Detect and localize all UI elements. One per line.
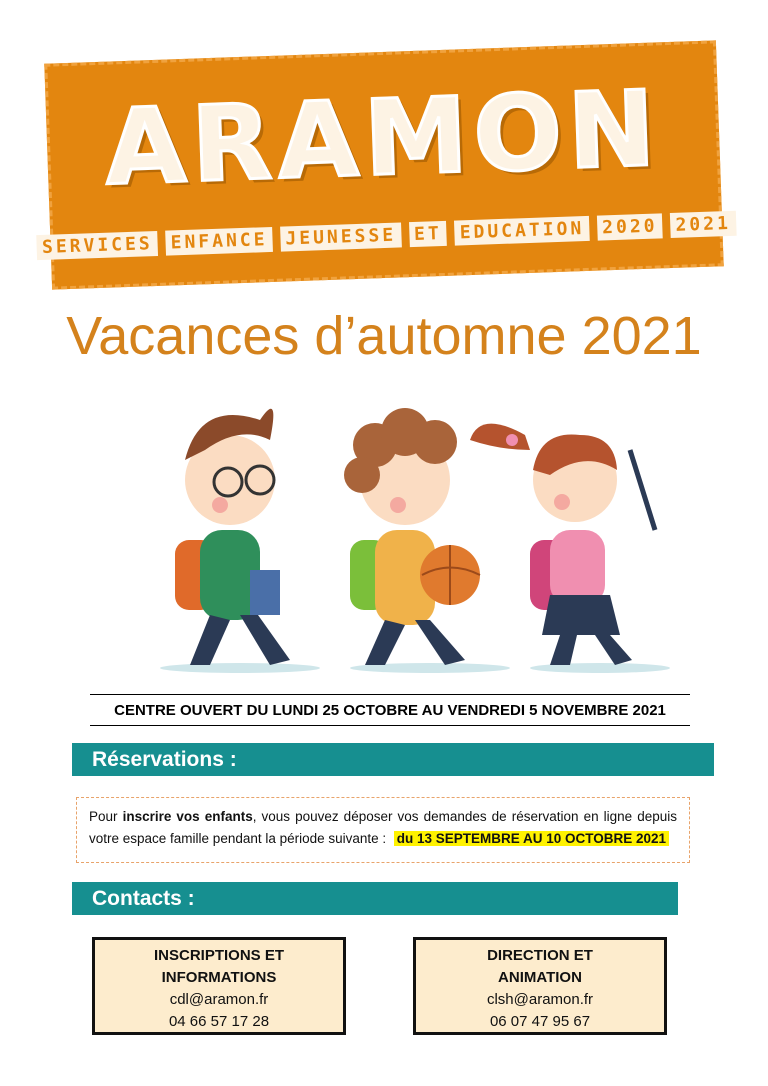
contact-title-line2: ANIMATION xyxy=(498,969,582,986)
contact-card-direction xyxy=(413,937,667,1035)
banner-word: JEUNESSE xyxy=(280,222,402,251)
banner-word: 2021 xyxy=(670,211,736,238)
kid-with-glasses xyxy=(175,409,290,665)
contacts-heading: Contacts : xyxy=(72,882,678,915)
header-banner xyxy=(41,40,732,289)
banner-title: ARAMON xyxy=(103,67,664,209)
opening-dates: CENTRE OUVERT DU LUNDI 25 OCTOBRE AU VENDREDI 5 NOVEMBRE 2021 xyxy=(90,694,690,726)
kid-with-brush xyxy=(470,424,655,665)
kid-with-ball xyxy=(344,408,480,665)
contact-email[interactable]: clsh@aramon.fr xyxy=(486,991,594,1008)
resa-text-bold: inscrire vos enfants xyxy=(122,809,253,824)
reservation-period: du 13 SEPTEMBRE AU 10 OCTOBRE 2021 xyxy=(394,831,669,846)
contact-title-line1: DIRECTION ET xyxy=(487,947,593,964)
resa-text-pre: Pour xyxy=(89,809,123,824)
contact-email[interactable]: cdl@aramon.fr xyxy=(169,991,269,1008)
contact-card-inscriptions xyxy=(92,937,346,1035)
contact-title-line1: INSCRIPTIONS ET xyxy=(153,947,284,964)
banner-subtitle xyxy=(41,212,732,259)
contact-title-line2: INFORMATIONS xyxy=(161,969,277,986)
page-title: Vacances d’automne 2021 xyxy=(66,306,702,366)
reservations-heading: Réservations : xyxy=(72,743,714,776)
banner-word: SERVICES xyxy=(37,231,159,260)
reservations-info xyxy=(76,797,690,863)
banner-word: ENFANCE xyxy=(165,227,273,256)
resa-text-post: , vous pouvez déposer vos demandes de réservation en ligne depuis votre espace famille pendant la période suivante : xyxy=(89,809,677,846)
children-walking-illustration xyxy=(130,380,690,680)
contact-phone[interactable]: 04 66 57 17 28 xyxy=(168,1013,270,1030)
banner-word: EDUCATION xyxy=(454,216,589,246)
banner-word: ET xyxy=(409,221,448,247)
banner-word: 2020 xyxy=(597,213,663,240)
contact-phone[interactable]: 06 07 47 95 67 xyxy=(489,1013,591,1030)
